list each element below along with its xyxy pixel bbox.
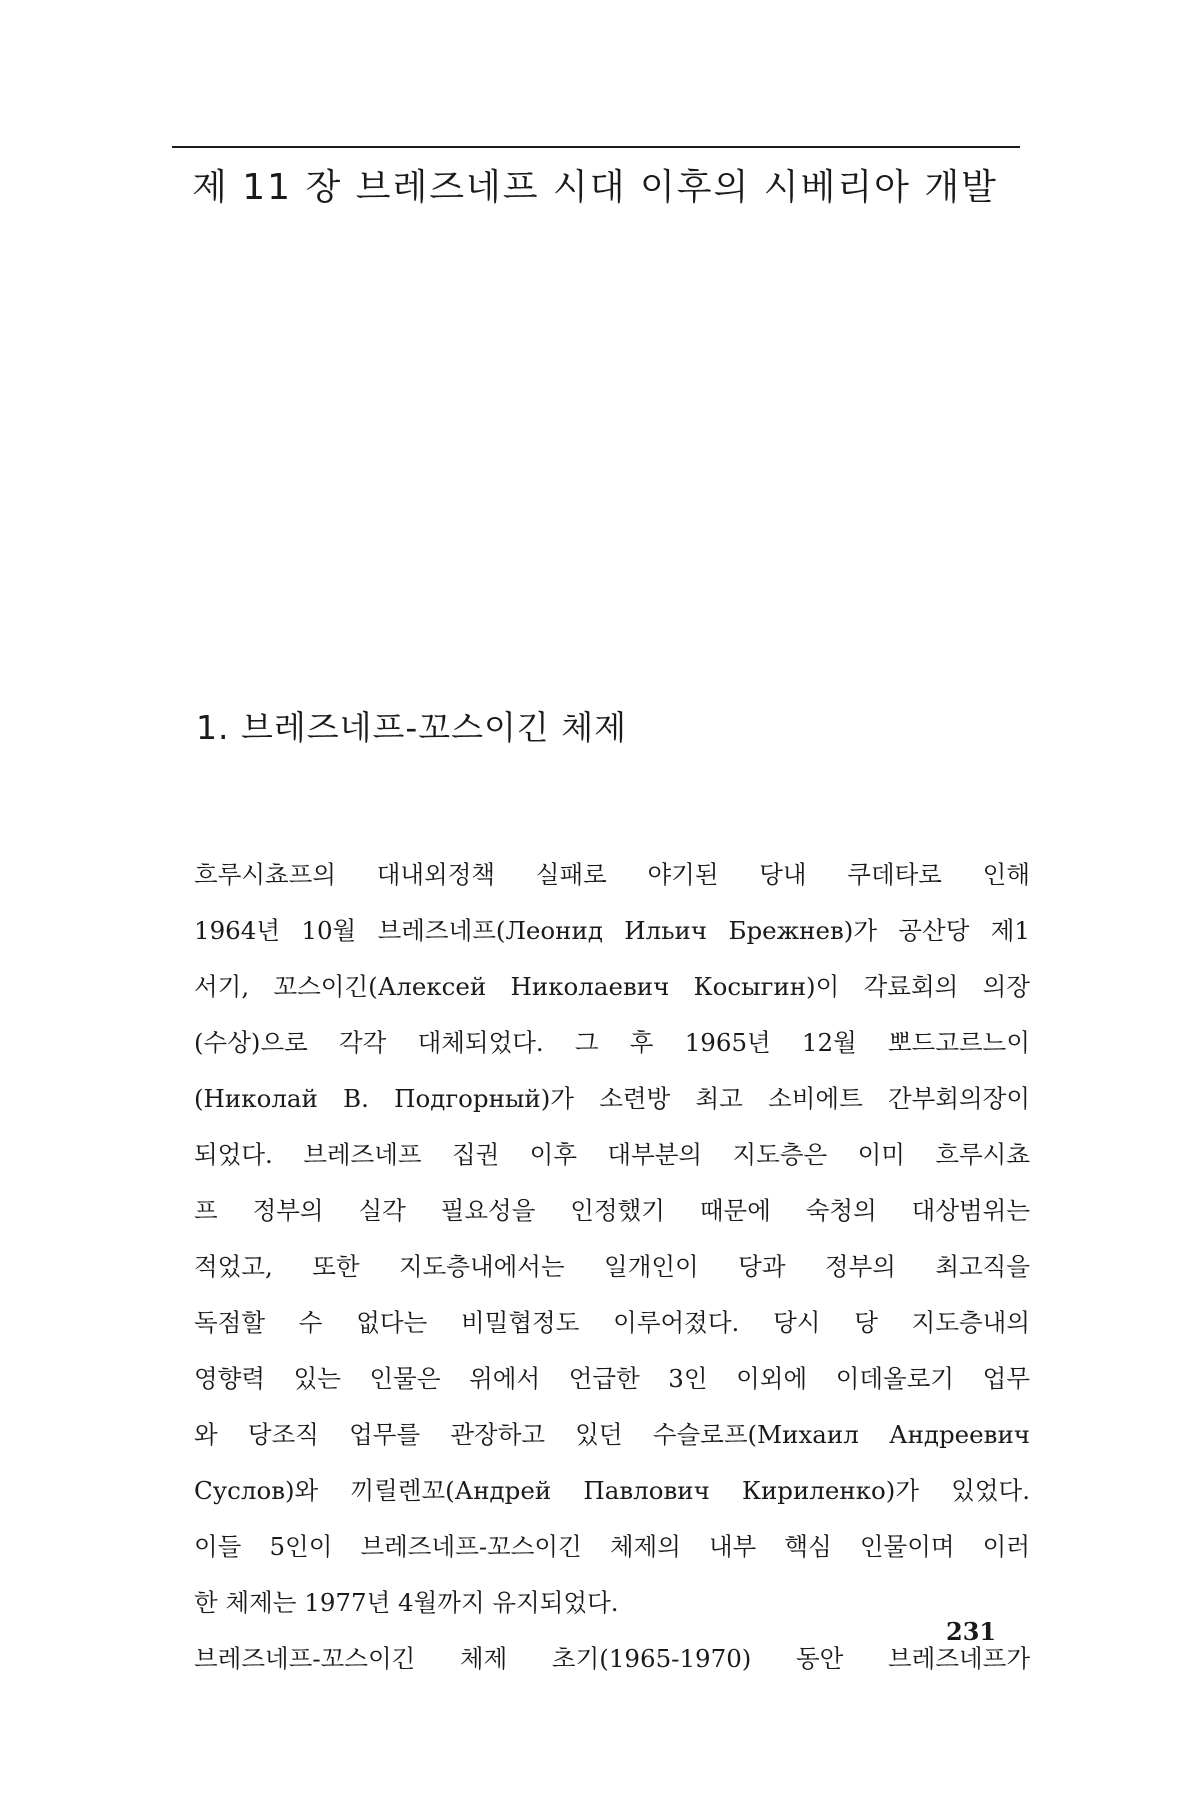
body-text — [194, 847, 1030, 1687]
paragraph-line: 이들 5인이 브레즈네프-꼬스이긴 체제의 내부 핵심 인물이며 이러 — [194, 1532, 1030, 1561]
paragraph-line: 프 정부의 실각 필요성을 인정했기 때문에 숙청의 대상범위는 — [194, 1196, 1030, 1225]
chapter-title: 제 11 장 브레즈네프 시대 이후의 시베리아 개발 — [192, 167, 998, 208]
paragraph-line: 흐루시쵸프의 대내외정책 실패로 야기된 당내 쿠데타로 인해 — [194, 860, 1030, 889]
paragraph-line: Суслов)와 끼릴렌꼬(Андрей Павлович Кириленко)가 있었다. — [194, 1476, 1030, 1505]
paragraph-line: 독점할 수 없다는 비밀협정도 이루어졌다. 당시 당 지도층내의 — [194, 1308, 1030, 1337]
section-heading: 1. 브레즈네프-꼬스이긴 체제 — [196, 708, 628, 747]
paragraph-line: 1964년 10월 브레즈네프(Леонид Ильич Брежнев)가 공산당 제1 — [194, 916, 1030, 945]
header-rule — [172, 146, 1020, 148]
paragraph-line: (수상)으로 각각 대체되었다. 그 후 1965년 12월 뽀드고르느이 — [194, 1028, 1030, 1057]
paragraph-line: 한 체제는 1977년 4월까지 유지되었다. — [194, 1588, 619, 1617]
paragraph-line: 브레즈네프-꼬스이긴 체제 초기(1965-1970) 동안 브레즈네프가 — [194, 1644, 1030, 1673]
paragraph-line: 와 당조직 업무를 관장하고 있던 수슬로프(Михаил Андреевич — [194, 1420, 1030, 1449]
paragraph-line: 영향력 있는 인물은 위에서 언급한 3인 이외에 이데올로기 업무 — [194, 1364, 1030, 1393]
page-number: 231 — [946, 1617, 997, 1646]
paragraph-line: 서기, 꼬스이긴(Алексей Николаевич Косыгин)이 각료회의 의장 — [194, 972, 1030, 1001]
paragraph-line: 되었다. 브레즈네프 집권 이후 대부분의 지도층은 이미 흐루시쵸 — [194, 1140, 1030, 1169]
paragraph-line: (Николай В. Подгорный)가 소련방 최고 소비에트 간부회의장이 — [194, 1084, 1030, 1113]
paragraph-line: 적었고, 또한 지도층내에서는 일개인이 당과 정부의 최고직을 — [194, 1252, 1030, 1281]
